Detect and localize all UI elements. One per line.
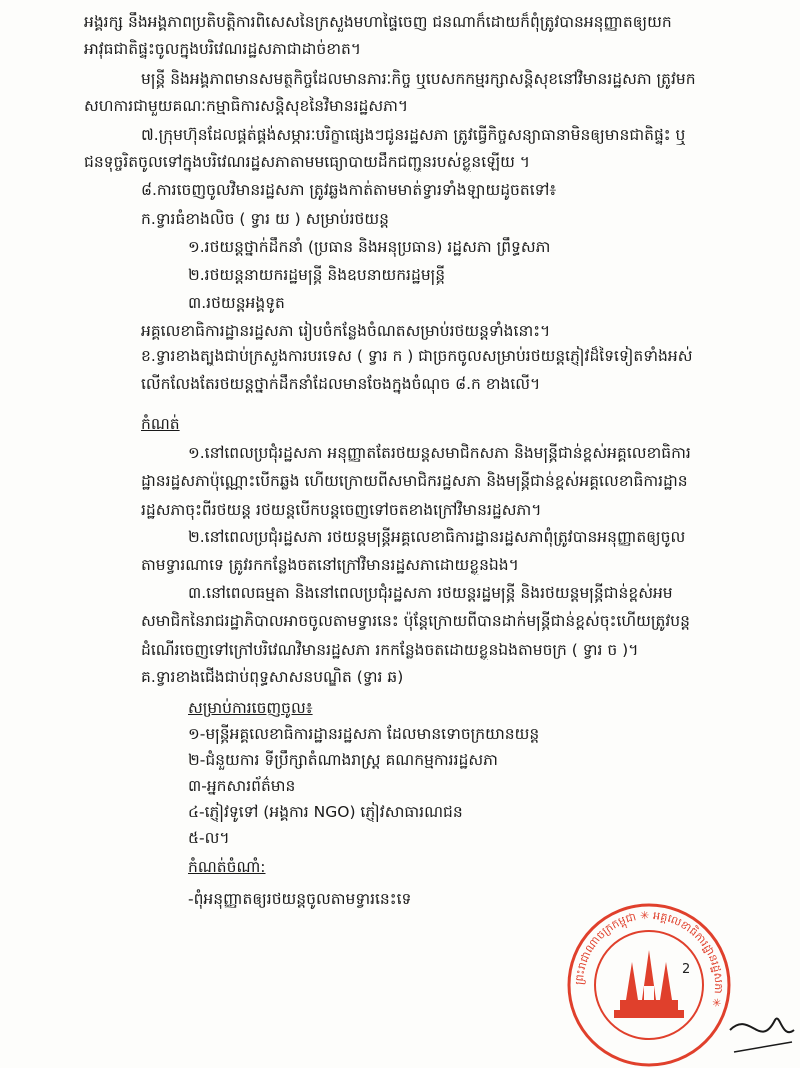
- list-item: ២-ជំនួយការ ទីប្រឹក្សាតំណាងរាស្ត្រ គណកម្មការរដ្ឋសភា: [188, 751, 498, 769]
- text-line: ៨.ការចេញចូលវិមានរដ្ឋសភា ត្រូវឆ្លងកាត់តាមមាត់ទ្វារទាំងឡាយដូចតទៅ៖: [141, 181, 557, 199]
- text-line: ដ្ឋានរដ្ឋសភាប៉ុណ្ណោះបើកឆ្លង ហើយក្រោយពីសមាជិករដ្ឋសភា និងមន្ត្រីជាន់ខ្ពស់អគ្គលេខាធិការដ្ឋាន: [141, 472, 688, 490]
- temple-icon: [614, 950, 684, 1018]
- text-line: សមាជិកនៃរាជរដ្ឋាភិបាលអាចចូលតាមទ្វារនេះ ប៉ុន្តែក្រោយពីបានដាក់មន្ត្រីជាន់ខ្ពស់ចុះហើយត្រូវបន្ត: [141, 612, 690, 630]
- list-item: ៥-ល។: [188, 829, 230, 847]
- text-line: អគ្គលេខាធិការដ្ឋានរដ្ឋសភា រៀបចំកន្លែងចំណតសម្រាប់រថយន្តទាំងនោះ។: [141, 322, 551, 340]
- section-ka-heading: ក.ទ្វារធំខាងលិច ( ទ្វារ យ ) សម្រាប់រថយន្ត: [141, 210, 389, 228]
- note-item: ២.នៅពេលប្រជុំរដ្ឋសភា រថយន្តមន្ត្រីអគ្គលេខាធិការដ្ឋានរដ្ឋសភាពុំត្រូវបានអនុញ្ញាតឲ្យចូល: [188, 528, 686, 546]
- text-line: តាមទ្វារណាទេ ត្រូវរកកន្លែងចតនៅក្រៅវិមានរដ្ឋសភាដោយខ្លួនឯង។: [141, 556, 519, 574]
- section-kha-heading: ខ.ទ្វារខាងត្បូងជាប់ក្រសួងការបរទេស ( ទ្វារ ក ) ជាច្រកចូលសម្រាប់រថយន្តភ្ញៀវដ៏ទៃទៀតទាំងអស់: [141, 347, 693, 365]
- subheading: សម្រាប់ការចេញចូល៖: [188, 699, 313, 717]
- note-heading: កំណត់: [141, 415, 180, 433]
- text-line: លើកលែងតែរថយន្តថ្នាក់ដឹកនាំដែលមានចែងក្នុងចំណុច ៨.ក ខាងលើ។: [141, 375, 541, 393]
- list-item: ១.រថយន្តថ្នាក់ដឹកនាំ (ប្រធាន និងអនុប្រធាន) រដ្ឋសភា ព្រឹទ្ធសភា: [188, 238, 551, 256]
- text-line: អង្គរក្ស នឹងអង្គភាពប្រតិបត្តិការពិសេសនៃក្រសួងមហាផ្ទៃចេញ ជនណាក៏ដោយក៏ពុំត្រូវបានអនុញ្ញាតឲ្យយក: [84, 13, 672, 31]
- list-item: ៤-ភ្ញៀវទូទៅ (អង្គការ NGO) ភ្ញៀវសាធារណជន: [188, 803, 463, 821]
- remark-item: -ពុំអនុញ្ញាតឲ្យរថយន្តចូលតាមទ្វារនេះទេ: [188, 890, 412, 908]
- list-item: ៣-អ្នកសារព័ត៌មាន: [188, 777, 296, 795]
- list-item: ៣.រថយន្តអង្គទូត: [188, 294, 285, 312]
- text-line: ជនទុច្ចរិតចូលទៅក្នុងបរិវេណរដ្ឋសភាតាមមធ្យោបាយដឹកជញ្ជូនរបស់ខ្លួនឡើយ ។: [84, 153, 531, 171]
- note-item: ៣.នៅពេលធម្មតា និងនៅពេលប្រជុំរដ្ឋសភា រថយន្តរដ្ឋមន្ត្រី និងរថយន្តមន្ត្រីជាន់ខ្ពស់អម: [188, 584, 673, 602]
- text-line: សហការជាមួយគណៈកម្មាធិការសន្តិសុខនៃវិមានរដ្ឋសភា។: [84, 97, 409, 115]
- stamp-ring-text: ព្រះរាជាណាចក្រកម្ពុជា ✳ អគ្គលេខាធិការដ្ឋានរដ្ឋសភា ✳: [572, 908, 726, 1009]
- text-line: មន្ត្រី និងអង្គភាពមានសមត្ថកិច្ចដែលមានភារៈកិច្ច ឬបេសកកម្មរក្សាសន្តិសុខនៅវិមានរដ្ឋសភា ត្រូវមក: [141, 70, 696, 88]
- section-ko-heading: គ.ទ្វារខាងជើងជាប់ពុទ្ធសាសនបណ្ឌិត (ទ្វារ ឆ): [141, 668, 404, 686]
- signature-mark: [720, 990, 800, 1060]
- note-item: ១.នៅពេលប្រជុំរដ្ឋសភា អនុញ្ញាតតែរថយន្តសមាជិកសភា និងមន្ត្រីជាន់ខ្ពស់អគ្គលេខាធិការ: [188, 444, 691, 462]
- text-line: ដំណើរចេញទៅក្រៅបរិវេណវិមានរដ្ឋសភា រកកន្លែងចតដោយខ្លួនឯងតាមចក្រ ( ទ្វារ ច )។: [141, 641, 639, 659]
- text-line: ៧.ក្រុមហ៊ុនដែលផ្គត់ផ្គង់សម្ភារៈបរិក្ខាផ្សេងៗជូនរដ្ឋសភា ត្រូវធ្វើកិច្ចសន្យាធានាមិនឲ្យមានជាតិផ្ទុះ ឬ: [141, 126, 686, 144]
- text-line: អាវុធជាតិផ្ទុះចូលក្នុងបរិវេណរដ្ឋសភាជាដាច់ខាត។: [84, 40, 362, 58]
- page-number: 2: [682, 962, 691, 977]
- list-item: ២.រថយន្តនាយករដ្ឋមន្ត្រី និងឧបនាយករដ្ឋមន្ត្រី: [188, 266, 446, 284]
- text-line: រដ្ឋសភាចុះពីរថយន្ត រថយន្តបើកបន្តចេញទៅចតខាងក្រៅវិមានរដ្ឋសភា។: [141, 501, 542, 519]
- list-item: ១-មន្ត្រីអគ្គលេខាធិការដ្ឋានរដ្ឋសភា ដែលមានទោចក្រយានយន្ត: [188, 725, 540, 743]
- official-stamp: [566, 902, 732, 1068]
- remark-heading: កំណត់ចំណាំ:: [188, 858, 266, 876]
